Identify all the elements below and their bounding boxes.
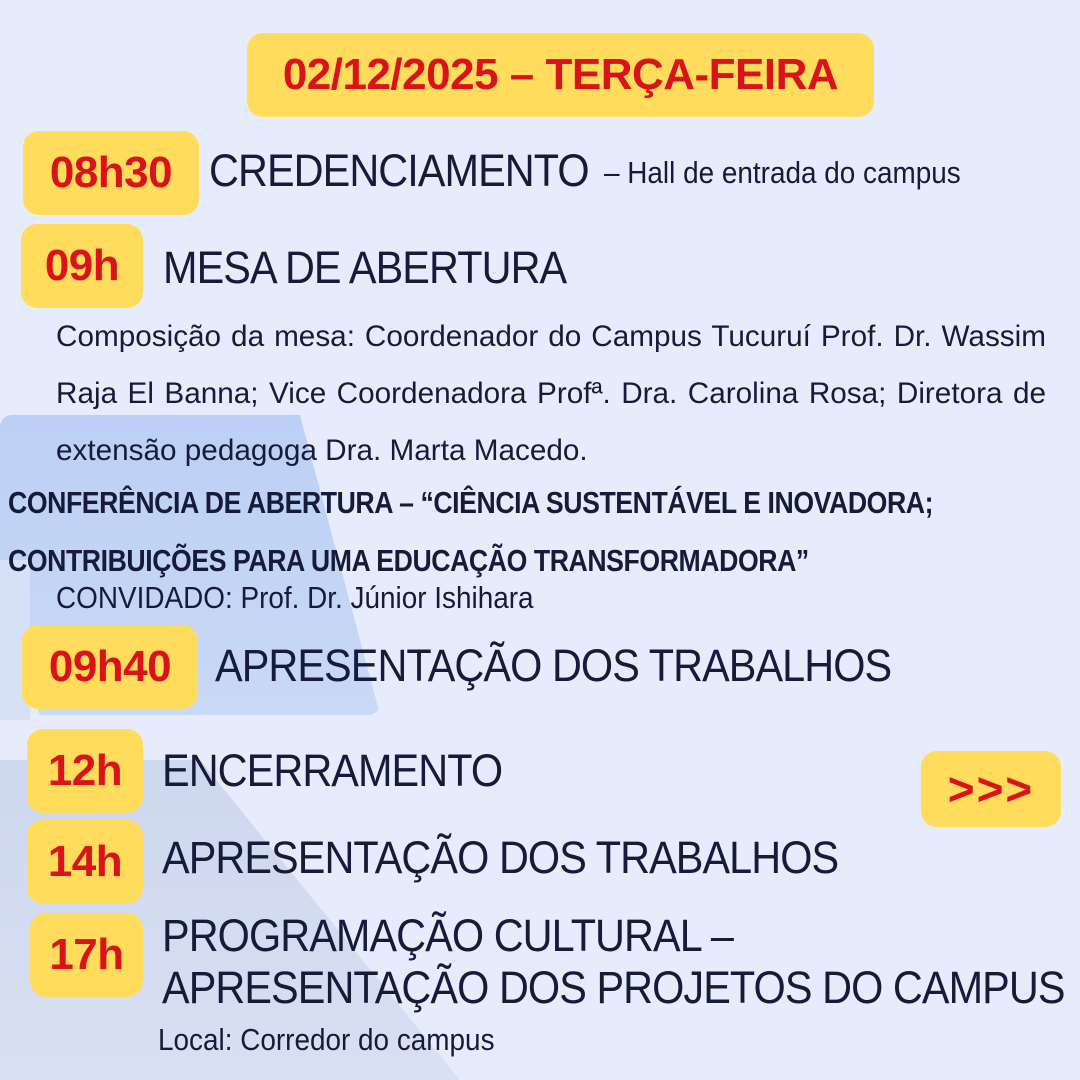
time-badge: 09h40 [22, 625, 198, 709]
event-title: CREDENCIAMENTO [209, 145, 589, 196]
time-badge: 08h30 [23, 131, 199, 215]
conference-title [8, 474, 933, 590]
date-heading: 02/12/2025 – TERÇA-FEIRA [247, 33, 874, 117]
guest-speaker: CONVIDADO: Prof. Dr. Júnior Ishihara [56, 580, 534, 615]
event-location: – Hall de entrada do campus [604, 155, 961, 190]
event-title: PROGRAMAÇÃO CULTURAL – [162, 910, 733, 961]
time-badge: 12h [27, 729, 143, 813]
next-button[interactable]: >>> [921, 751, 1061, 827]
time-badge: 17h [30, 913, 143, 997]
event-title: APRESENTAÇÃO DOS PROJETOS DO CAMPUS [162, 962, 1065, 1013]
event-title: APRESENTAÇÃO DOS TRABALHOS [215, 640, 892, 691]
conference-title-line: CONTRIBUIÇÕES PARA UMA EDUCAÇÃO TRANSFORMADORA” [8, 543, 809, 578]
time-badge: 09h [21, 224, 143, 308]
event-description: Composição da mesa: Coordenador do Campus Tucuruí Prof. Dr. Wassim Raja El Banna; Vice Coordenadora Profª. Dra. Carolina Rosa; Diretora de extensão pedagoga Dra. Marta Macedo. [56, 320, 1046, 467]
conference-title-line: CONFERÊNCIA DE ABERTURA – “CIÊNCIA SUSTENTÁVEL E INOVADORA; [8, 485, 934, 520]
event-title: APRESENTAÇÃO DOS TRABALHOS [162, 832, 839, 883]
event-title: ENCERRAMENTO [162, 745, 503, 796]
event-title: MESA DE ABERTURA [163, 242, 567, 293]
event-location: Local: Corredor do campus [158, 1022, 495, 1057]
time-badge: 14h [27, 820, 143, 904]
